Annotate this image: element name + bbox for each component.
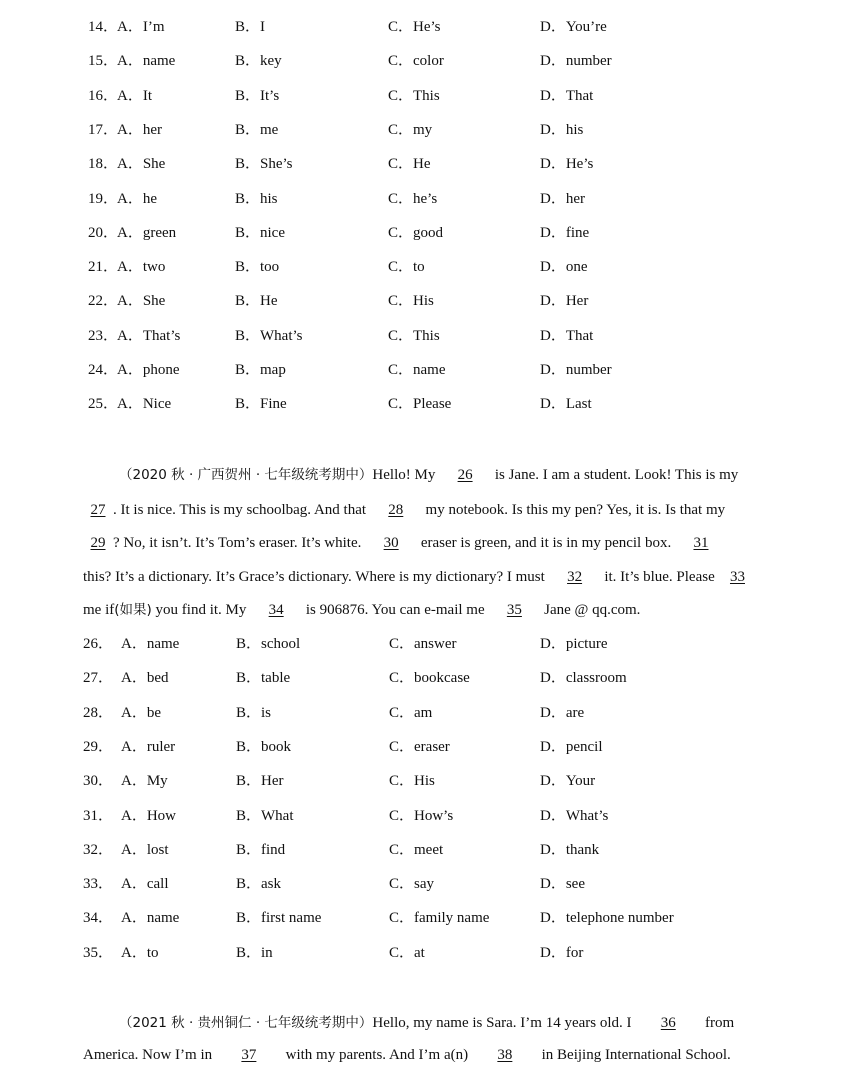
blank-38: 38	[497, 1047, 513, 1063]
question-number: 31．	[83, 807, 114, 824]
passage-line-3	[83, 532, 727, 554]
option-a: A．he	[117, 190, 157, 207]
question-number: 35．	[83, 944, 114, 961]
option-a: A．That’s	[117, 327, 181, 344]
passage-text: in Beijing International School.	[537, 1047, 731, 1063]
option-c: C．How’s	[389, 807, 454, 824]
option-c: C．This	[388, 87, 440, 104]
passage-text: is 906876. You can e-mail me	[302, 602, 489, 618]
option-a: A．name	[121, 910, 180, 927]
passage-line-1	[119, 464, 738, 486]
blank-32: 32	[567, 569, 583, 585]
passage-text: me if	[83, 602, 115, 618]
option-c: C．good	[388, 224, 444, 241]
option-c: C．eraser	[389, 738, 450, 755]
question-number: 19．	[88, 190, 119, 207]
question-row	[0, 667, 860, 689]
option-d: D．classroom	[540, 670, 627, 687]
option-c: C．color	[388, 53, 444, 70]
option-c: C．he’s	[388, 190, 438, 207]
question-number: 24．	[88, 362, 119, 378]
question-number: 32．	[83, 841, 114, 858]
option-d: D．That	[540, 327, 594, 344]
question-row	[0, 16, 860, 38]
option-d: D．You’re	[540, 19, 607, 35]
option-a: A．be	[121, 704, 161, 721]
question-row	[0, 873, 860, 895]
passage-line-2	[83, 499, 725, 521]
option-c: C．His	[388, 293, 434, 310]
blank-34: 34	[268, 602, 284, 618]
option-b: B．Her	[236, 773, 284, 790]
option-a: A．I’m	[117, 19, 165, 35]
question-row	[0, 325, 860, 347]
option-c: C．name	[388, 362, 446, 378]
passage-text: America. Now I’m in	[83, 1047, 216, 1063]
option-d: D．That	[540, 87, 594, 104]
option-c: C．Please	[388, 396, 452, 413]
option-b: B．Fine	[235, 396, 287, 413]
passage-text: this? It’s a dictionary. It’s Grace’s dictionary. Where is my dictionary? I must	[83, 569, 549, 585]
question-number: 14．	[88, 19, 119, 35]
option-c: C．This	[388, 327, 440, 344]
blank-37: 37	[241, 1047, 257, 1063]
passage-text: . It is nice. This is my schoolbag. And that	[113, 502, 370, 518]
option-c: C．meet	[389, 841, 444, 858]
option-a: A．phone	[117, 362, 180, 378]
option-d: D．one	[540, 259, 588, 276]
blank-31: 31	[693, 535, 709, 551]
question-number: 18．	[88, 156, 119, 173]
option-b: B．table	[236, 670, 291, 687]
blank-27: 27	[90, 502, 106, 518]
question-number: 20．	[88, 224, 119, 241]
option-a: A．ruler	[121, 738, 176, 755]
option-b: B．She’s	[235, 156, 293, 173]
option-b: B．What’s	[235, 327, 303, 344]
option-c: C．He’s	[388, 19, 441, 35]
option-c: C．He	[388, 156, 431, 173]
question-row	[0, 119, 860, 141]
question-number: 23．	[88, 327, 119, 344]
blank-29: 29	[90, 535, 106, 551]
question-row	[0, 907, 860, 929]
option-b: B．too	[235, 259, 280, 276]
blank-33: 33	[729, 569, 745, 585]
question-row	[0, 942, 860, 964]
blank-28: 28	[388, 502, 404, 518]
option-a: A．lost	[121, 841, 169, 858]
option-b: B．What	[236, 807, 294, 824]
chinese-gloss: (如果)	[114, 602, 152, 618]
option-c: C．say	[389, 876, 435, 893]
blank-36: 36	[660, 1015, 676, 1031]
option-b: B．He	[235, 293, 278, 310]
option-b: B．book	[236, 738, 292, 755]
option-a: A．She	[117, 293, 166, 310]
option-b: B．is	[236, 704, 272, 721]
question-row	[0, 736, 860, 758]
option-a: A．It	[117, 87, 152, 104]
option-b: B．nice	[235, 224, 285, 241]
option-b: B．first name	[236, 910, 322, 927]
passage-text: ? No, it isn’t. It’s Tom’s eraser. It’s white.	[113, 535, 366, 551]
option-a: A．her	[117, 121, 162, 138]
passage-text: with my parents. And I’m a(n)	[281, 1047, 472, 1063]
option-d: D．pencil	[540, 738, 603, 755]
option-d: D．Your	[540, 773, 596, 790]
question-number: 27．	[83, 670, 114, 687]
option-c: C．family name	[389, 910, 490, 927]
option-d: D．Last	[540, 396, 592, 413]
option-d: D．number	[540, 53, 612, 70]
option-b: B．It’s	[235, 87, 280, 104]
option-a: A．She	[117, 156, 166, 173]
option-d: D．his	[540, 121, 584, 138]
question-row	[0, 393, 860, 415]
passage-source: （2020 秋 · 广西贺州 · 七年级统考期中）	[119, 467, 373, 483]
passage-line-5	[83, 599, 640, 621]
option-b: B．his	[235, 190, 278, 207]
option-d: D．telephone number	[540, 910, 674, 927]
question-row	[0, 153, 860, 175]
option-a: A．two	[117, 259, 166, 276]
blank-35: 35	[506, 602, 522, 618]
option-b: B．key	[235, 53, 282, 70]
option-b: B．me	[235, 121, 279, 138]
option-a: A．call	[121, 876, 169, 893]
question-row	[0, 770, 860, 792]
question-row	[0, 359, 860, 381]
blank-26: 26	[457, 467, 473, 483]
question-number: 21．	[88, 259, 119, 276]
option-c: C．bookcase	[389, 670, 470, 687]
option-c: C．am	[389, 704, 433, 721]
question-row	[0, 702, 860, 724]
passage-text: is Jane. I am a student. Look! This is my	[491, 467, 739, 483]
option-c: C．my	[388, 121, 433, 138]
question-row	[0, 222, 860, 244]
question-row	[0, 50, 860, 72]
question-row	[0, 85, 860, 107]
option-a: A．Nice	[117, 396, 172, 413]
passage-text: Hello! My	[372, 467, 440, 483]
option-d: D．What’s	[540, 807, 609, 824]
passage-text: it. It’s blue. Please	[600, 569, 719, 585]
option-d: D．see	[540, 876, 585, 893]
option-b: B．in	[236, 944, 273, 961]
passage-line-4	[83, 566, 756, 588]
option-d: D．He’s	[540, 156, 594, 173]
question-row	[0, 256, 860, 278]
option-a: A．bed	[121, 670, 169, 687]
question-number: 25．	[88, 396, 119, 413]
question-number: 26．	[83, 636, 114, 652]
question-row	[0, 805, 860, 827]
passage-text: Jane @ qq.com.	[540, 602, 641, 618]
question-row	[0, 290, 860, 312]
option-c: C．at	[389, 944, 425, 961]
question-number: 30．	[83, 773, 114, 790]
option-d: D．thank	[540, 841, 600, 858]
option-d: D．number	[540, 362, 612, 378]
question-number: 29．	[83, 738, 114, 755]
option-c: C．answer	[389, 636, 457, 652]
question-number: 34．	[83, 910, 114, 927]
question-number: 22．	[88, 293, 119, 310]
option-d: D．her	[540, 190, 585, 207]
passage-line-2	[83, 1044, 731, 1066]
passage-text: from	[701, 1015, 735, 1031]
question-number: 17．	[88, 121, 119, 138]
option-a: A．My	[121, 773, 168, 790]
passage-source: （2021 秋 · 贵州铜仁 · 七年级统考期中）	[119, 1015, 373, 1031]
option-b: B．find	[236, 841, 286, 858]
question-row	[0, 839, 860, 861]
option-d: D．Her	[540, 293, 589, 310]
blank-30: 30	[383, 535, 399, 551]
passage-text: you find it. My	[151, 602, 251, 618]
question-number: 28．	[83, 704, 114, 721]
option-c: C．to	[388, 259, 425, 276]
passage-line-1	[119, 1012, 734, 1034]
passage-text: eraser is green, and it is in my pencil box.	[417, 535, 675, 551]
option-a: A．green	[117, 224, 177, 241]
option-b: B．ask	[236, 876, 282, 893]
question-number: 16．	[88, 87, 119, 104]
option-a: A．name	[121, 636, 180, 652]
option-a: A．How	[121, 807, 176, 824]
option-d: D．are	[540, 704, 585, 721]
option-c: C．His	[389, 773, 435, 790]
option-d: D．fine	[540, 224, 590, 241]
question-number: 33．	[83, 876, 114, 893]
passage-text: my notebook. Is this my pen? Yes, it is. Is that my	[421, 502, 726, 518]
option-b: B．map	[235, 362, 286, 378]
passage-text: Hello, my name is Sara. I’m 14 years old. I	[372, 1015, 636, 1031]
question-row	[0, 188, 860, 210]
option-a: A．to	[121, 944, 159, 961]
option-b: B．school	[236, 636, 301, 652]
question-row	[0, 633, 860, 655]
question-number: 15．	[88, 53, 119, 70]
option-d: D．for	[540, 944, 584, 961]
option-a: A．name	[117, 53, 176, 70]
option-b: B．I	[235, 19, 266, 35]
option-d: D．picture	[540, 636, 608, 652]
